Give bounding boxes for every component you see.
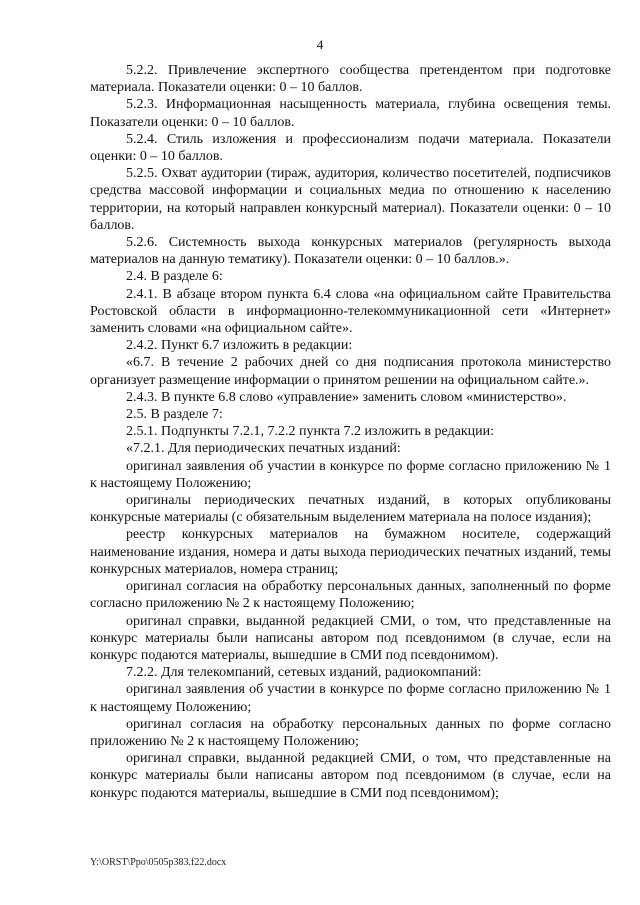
list-item: оригинал согласия на обработку персональных данных, заполненный по форме согласно приложению № 2 к настоящему Положению; bbox=[90, 579, 611, 612]
paragraph-2-5: 2.5. В разделе 7: bbox=[126, 407, 223, 423]
paragraph-6-7-text: «6.7. В течение 2 рабочих дней со дня подписания протокола министерство организует размещение информации о принятом решении на официальном сайте.». bbox=[90, 355, 611, 388]
paragraph-2-4-3: 2.4.3. В пункте 6.8 слово «управление» заменить словом «министерство». bbox=[126, 389, 567, 405]
list-item: оригинал заявления об участии в конкурсе по форме согласно приложению № 1 к настоящему Положению; bbox=[90, 682, 611, 715]
list-item: оригинал заявления об участии в конкурсе по форме согласно приложению № 1 к настоящему Положению; bbox=[90, 458, 611, 491]
paragraph-7-2-1: «7.2.1. Для периодических печатных изданий: bbox=[126, 441, 401, 457]
document-body bbox=[90, 62, 611, 802]
paragraph-5-2-3: 5.2.3. Информационная насыщенность материала, глубина освещения темы. Показатели оценки: 0 – 10 баллов. bbox=[90, 97, 611, 130]
paragraph-5-2-5: 5.2.5. Охват аудитории (тираж, аудитория, количество посетителей, подписчиков средства массовой информации и социальных медиа по отношению к населению территории, на который направлен конкурсный материал). Показатели оценки: 0 – 10 баллов. bbox=[90, 166, 611, 233]
paragraph-2-4-2: 2.4.2. Пункт 6.7 изложить в редакции: bbox=[126, 338, 353, 354]
paragraph-2-4-1: 2.4.1. В абзаце втором пункта 6.4 слова «на официальном сайте Правительства Ростовской области в информационно-телекоммуникационной сети «Интернет» заменить словами «на официальном сайте». bbox=[90, 286, 611, 337]
list-item: оригинал согласия на обработку персональных данных по форме согласно приложению № 2 к настоящему Положению; bbox=[90, 716, 611, 749]
paragraph-5-2-4: 5.2.4. Стиль изложения и профессионализм подачи материала. Показатели оценки: 0 – 10 баллов. bbox=[90, 131, 611, 165]
paragraph-2-4: 2.4. В разделе 6: bbox=[126, 269, 223, 285]
page-number: 4 bbox=[316, 37, 324, 52]
paragraph-2-5-1: 2.5.1. Подпункты 7.2.1, 7.2.2 пункта 7.2 изложить в редакции: bbox=[126, 424, 495, 440]
paragraph-7-2-2: 7.2.2. Для телекомпаний, сетевых изданий, радиокомпаний: bbox=[126, 665, 482, 681]
list-item: оригинал справки, выданной редакцией СМИ, о том, что представленные на конкурс материалы были написаны автором под псевдонимом (в случае, если на конкурс подаются материалы, вышедшие в СМИ под псевдонимом). bbox=[90, 613, 611, 663]
list-item: оригинал справки, выданной редакцией СМИ, о том, что представленные на конкурс материалы были написаны автором под псевдонимом (в случае, если на конкурс подаются материалы, вышедшие в СМИ под псевдонимом); bbox=[90, 751, 611, 801]
file-path-footer: Y:\ORST\Ppo\0505p383.f22.docx bbox=[90, 857, 227, 868]
list-item: оригиналы периодических печатных изданий, в которых опубликованы конкурсные материалы (с обязательным выделением материала на полосе издания); bbox=[90, 493, 611, 526]
list-item: реестр конкурсных материалов на бумажном носителе, содержащий наименование издания, номера и даты выхода периодических печатных изданий, темы конкурсных материалов, номера страниц; bbox=[90, 527, 611, 577]
paragraph-5-2-2: 5.2.2. Привлечение экспертного сообщества претендентом при подготовке материала. Показатели оценки: 0 – 10 баллов. bbox=[90, 63, 611, 96]
paragraph-5-2-6: 5.2.6. Системность выхода конкурсных материалов (регулярность выхода материалов на данную тематику). Показатели оценки: 0 – 10 баллов.». bbox=[90, 235, 611, 268]
